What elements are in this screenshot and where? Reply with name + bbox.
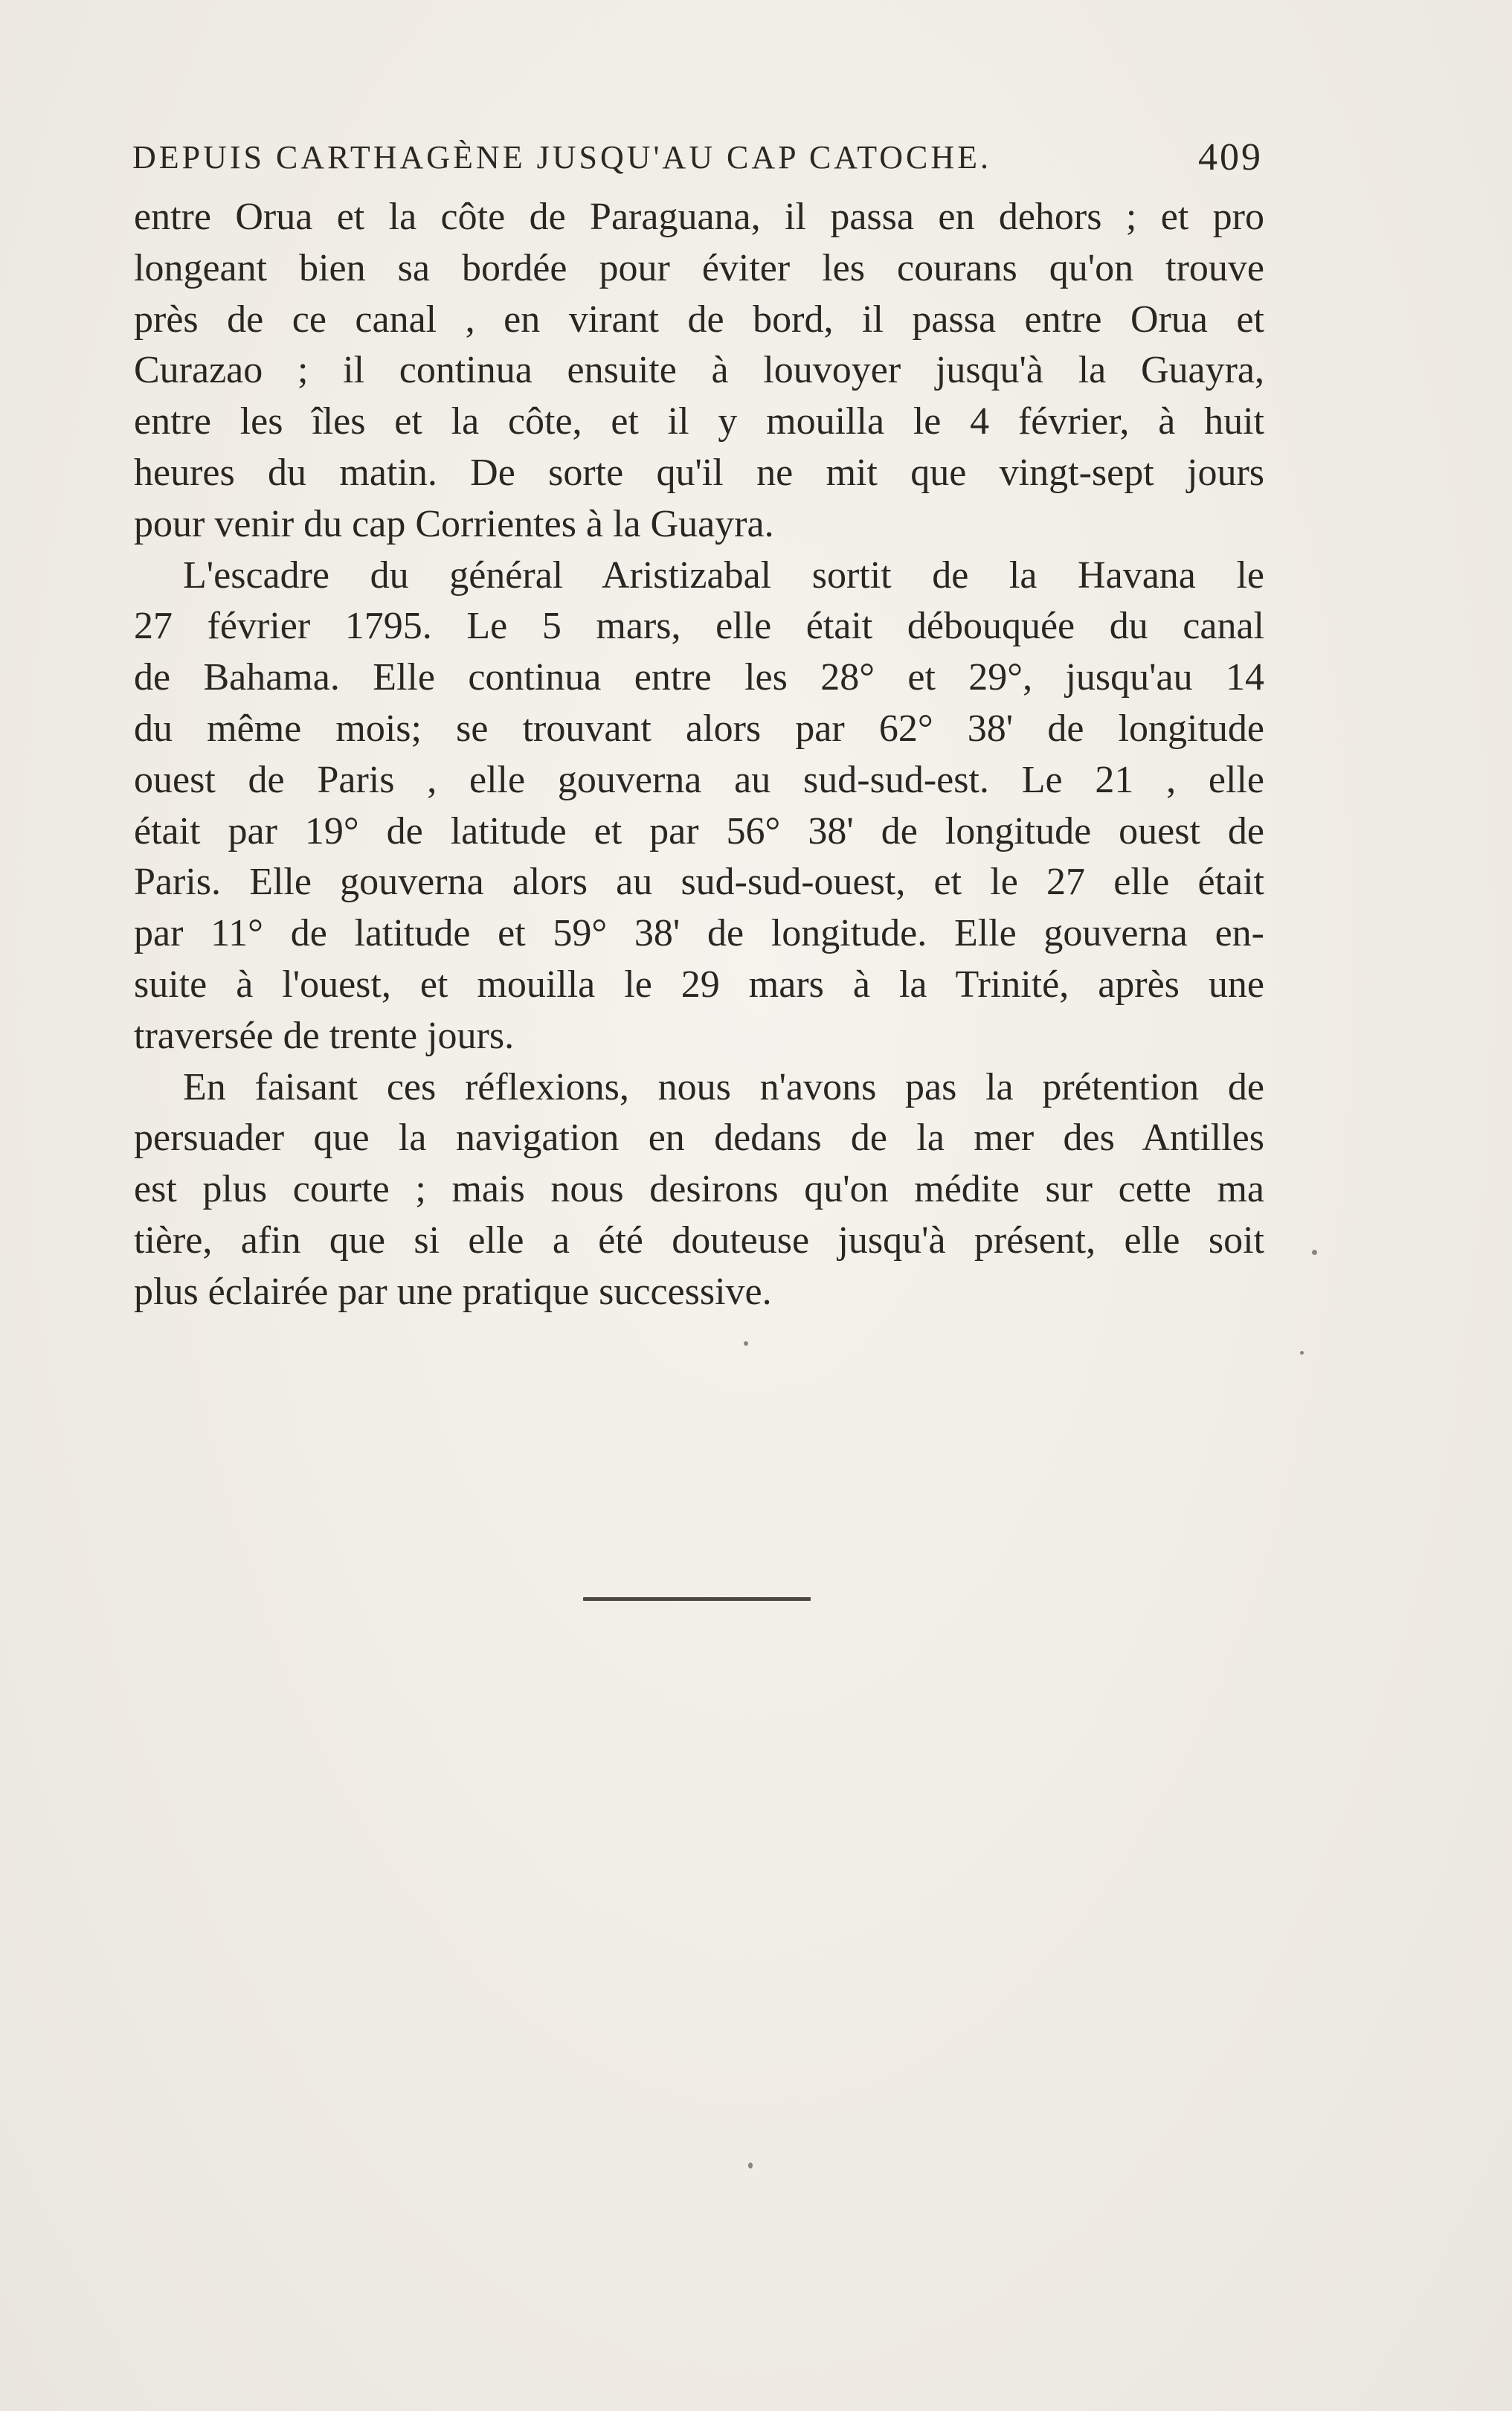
text-line: traversée de trente jours.: [134, 1014, 515, 1057]
text-line: 27 février 1795. Le 5 mars, elle était débouquée du canal: [134, 605, 1264, 648]
text-line: suite à l'ouest, et mouilla le 29 mars à la Trinité, après une: [134, 963, 1264, 1006]
paper-speck: [1312, 1250, 1317, 1255]
text-line: heures du matin. De sorte qu'il ne mit que vingt-sept jours: [134, 451, 1264, 494]
body-text: [134, 192, 1264, 1318]
page-number: 409: [1198, 136, 1263, 179]
text-line: par 11° de latitude et 59° 38' de longitude. Elle gouverna en-: [134, 912, 1264, 955]
text-line: de Bahama. Elle continua entre les 28° et 29°, jusqu'au 14: [134, 656, 1264, 699]
text-line: était par 19° de latitude et par 56° 38' de longitude ouest de: [134, 809, 1264, 853]
text-line: près de ce canal , en virant de bord, il passa entre Orua et: [134, 298, 1264, 341]
section-rule: [583, 1597, 811, 1601]
paper-speck: [744, 1341, 748, 1346]
text-line: Paris. Elle gouverna alors au sud-sud-ouest, et le 27 elle était: [134, 861, 1264, 904]
text-line: entre Orua et la côte de Paraguana, il passa en dehors ; et pro: [134, 196, 1264, 238]
text-line: du même mois; se trouvant alors par 62° 38' de longitude: [134, 707, 1264, 750]
text-line: Curazao ; il continua ensuite à louvoyer jusqu'à la Guayra,: [134, 349, 1264, 392]
paper-speck: [748, 2163, 753, 2168]
text-line: ouest de Paris , elle gouverna au sud-sud-est. Le 21 , elle: [134, 758, 1264, 801]
text-line: plus éclairée par une pratique successive.: [134, 1270, 772, 1313]
text-line: tière, afin que si elle a été douteuse jusqu'à présent, elle soit: [134, 1219, 1264, 1262]
text-line: persuader que la navigation en dedans de la mer des Antilles: [134, 1117, 1264, 1160]
text-line: pour venir du cap Corrientes à la Guayra.: [134, 502, 774, 545]
text-line: En faisant ces réflexions, nous n'avons pas la prétention de: [183, 1065, 1264, 1108]
text-line: longeant bien sa bordée pour éviter les courans qu'on trouve: [134, 246, 1264, 289]
running-head: DEPUIS CARTHAGÈNE JUSQU'AU CAP CATOCHE.: [132, 139, 992, 176]
text-line: est plus courte ; mais nous desirons qu'on médite sur cette ma: [134, 1168, 1264, 1211]
text-line: L'escadre du général Aristizabal sortit de la Havana le: [183, 553, 1264, 597]
paper-speck: [1300, 1351, 1304, 1355]
text-line: entre les îles et la côte, et il y mouilla le 4 février, à huit: [134, 400, 1264, 443]
